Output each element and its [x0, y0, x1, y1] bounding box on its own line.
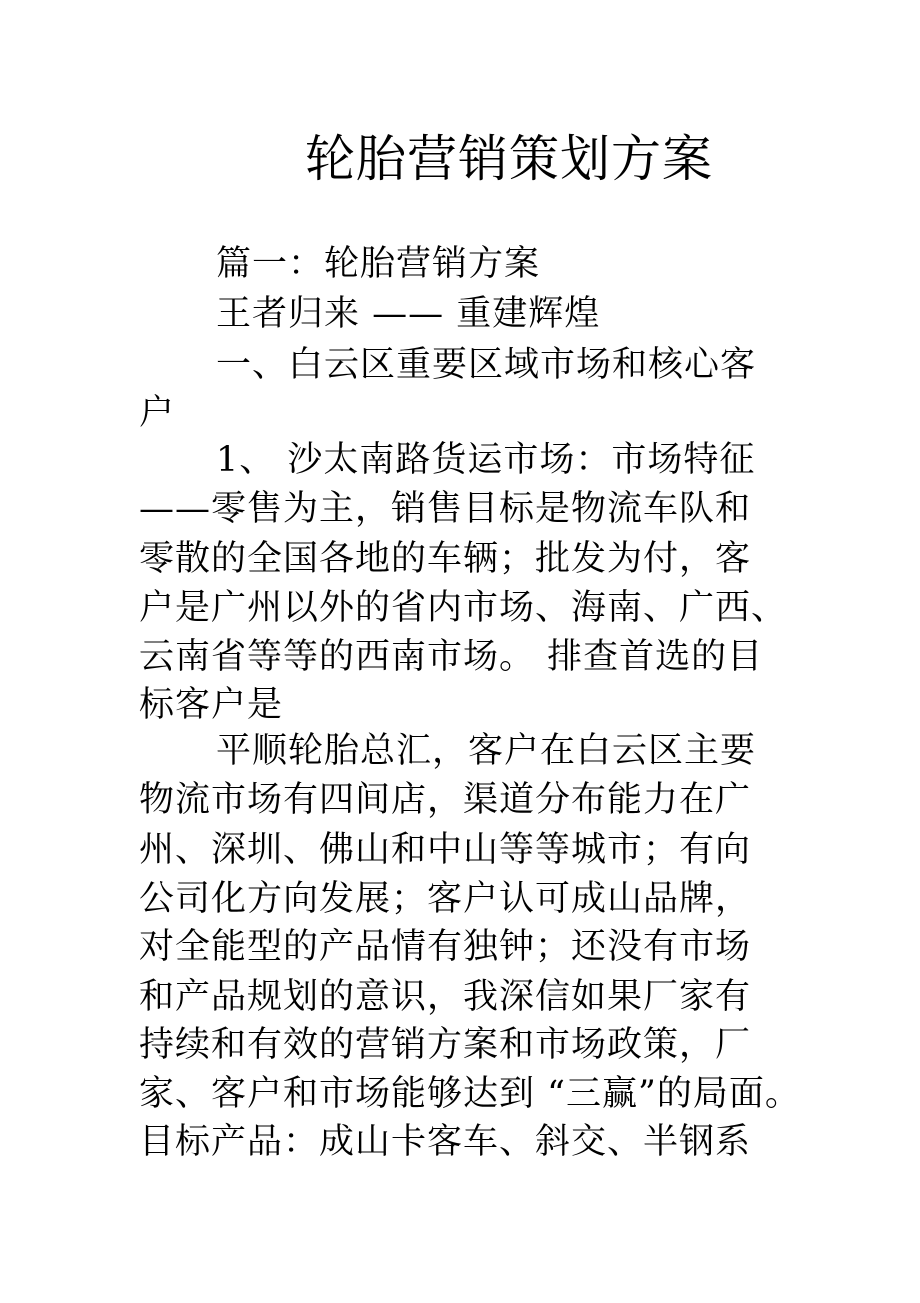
text-line: 平顺轮胎总汇，客户在白云区主要: [216, 731, 757, 771]
text-line: 王者归来 —— 重建辉煌: [216, 294, 601, 334]
text-line: 对全能型的产品情有独钟；还没有市场: [139, 927, 752, 967]
text-line: 家、客户和市场能够达到 “三赢”的局面。: [139, 1074, 801, 1114]
text-line: 篇一：轮胎营销方案: [216, 244, 541, 284]
text-line: 持续和有效的营销方案和市场政策，厂: [139, 1025, 752, 1065]
text-line: 标客户是: [139, 685, 284, 725]
text-line: 公司化方向发展；客户认可成山品牌，: [139, 879, 752, 919]
text-line: 和产品规划的意识，我深信如果厂家有: [139, 977, 752, 1017]
text-line: 云南省等等的西南市场。 排查首选的目: [139, 637, 764, 677]
text-line: ——零售为主，销售目标是物流车队和: [139, 489, 752, 529]
text-line: 一、白云区重要区域市场和核心客: [216, 345, 757, 385]
text-line: 户: [139, 393, 176, 433]
text-line: 零散的全国各地的车辆；批发为付，客: [139, 539, 752, 579]
text-line: 物流市场有四间店，渠道分布能力在广: [139, 780, 752, 820]
text-line: 州、深圳、佛山和中山等等城市；有向: [139, 830, 752, 870]
document-title: 轮胎营销策划方案: [305, 130, 713, 188]
text-line: 户是广州以外的省内市场、海南、广西、: [139, 588, 788, 628]
text-line: 目标产品：成山卡客车、斜交、半钢系: [139, 1122, 752, 1162]
text-line: 1、 沙太南路货运市场：市场特征: [216, 440, 756, 480]
